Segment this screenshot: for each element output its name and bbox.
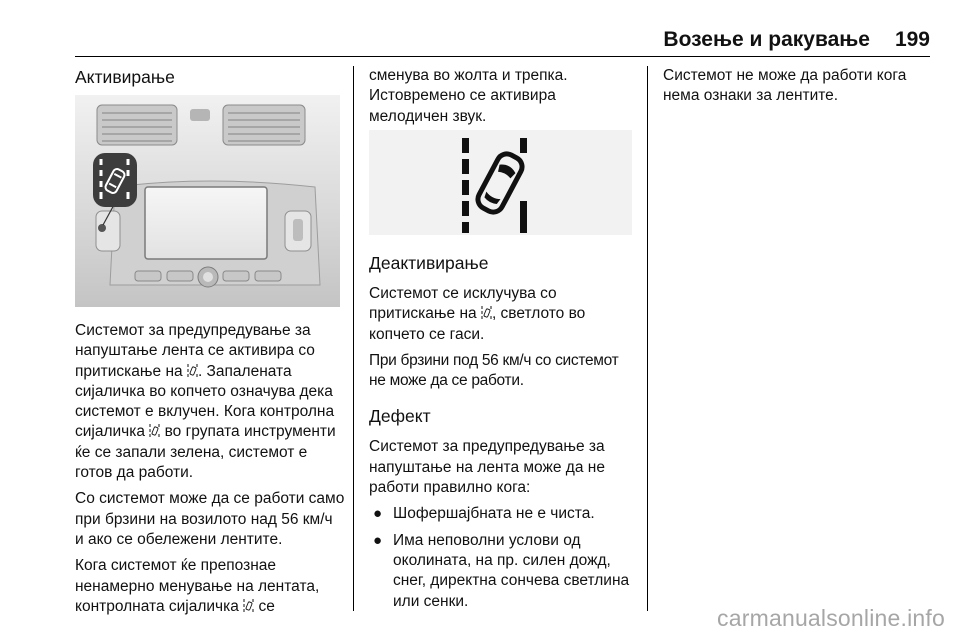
column-3 xyxy=(663,66,931,113)
page-number: 199 xyxy=(894,28,930,51)
bullet-icon: ● xyxy=(373,505,383,523)
column-2-body xyxy=(369,252,635,618)
dashboard-figure xyxy=(75,95,340,307)
no-markings-paragraph: Системот не може да работи кога нема ознаки за лентите. xyxy=(663,67,907,105)
running-header: Возење и ракување xyxy=(663,28,870,51)
lane-departure-icon xyxy=(481,306,492,319)
fault-conditions-list xyxy=(369,504,635,611)
column-divider-1 xyxy=(353,66,354,611)
lane-departure-icon xyxy=(149,424,160,437)
watermark: carmanualsonline.info xyxy=(717,605,945,631)
lane-departure-symbol xyxy=(369,130,632,235)
list-item: ● Шофершајбната не е чиста. xyxy=(369,504,635,524)
activation-paragraph-3: Кога системот ќе препознае ненамерно менување на лентата, контролната сијаличка се xyxy=(75,557,320,615)
column-1-body xyxy=(75,321,345,623)
column-1 xyxy=(75,66,341,98)
lane-symbol-figure xyxy=(369,130,632,235)
list-item: ● Има неповолни услови од околината, на пр. силен дожд, снег, директна сончева светлина или сенки. xyxy=(373,531,630,610)
column-divider-2 xyxy=(647,66,648,611)
lane-departure-icon xyxy=(243,599,254,612)
dashboard-button-photo xyxy=(75,95,340,307)
lane-departure-icon xyxy=(187,364,198,377)
warning-paragraph: сменува во жолта и трепка. Истовремено се активира мелодичен звук. xyxy=(369,67,568,125)
column-2-top xyxy=(369,66,631,133)
section-heading-deactivation: Деактивирање xyxy=(369,253,489,273)
activation-paragraph-1: Системот за предупредување за напуштање лента се активира со притискање на . Запалената сијаличка во копчето означува дека системот е вклучен. Кога контролна сијаличка во групата инструменти ќе се запали зелена, системот е готов да работи. xyxy=(75,322,336,482)
header-rule xyxy=(75,56,930,57)
activation-paragraph-2: Со системот може да се работи само при брзини на возилото над 56 км/ч и ако се обележени лентите. xyxy=(75,490,345,548)
section-heading-activation: Активирање xyxy=(75,67,175,87)
section-heading-fault: Дефект xyxy=(369,406,431,427)
bullet-icon: ● xyxy=(373,531,383,549)
deactivation-paragraph-2: При брзини под 56 км/ч со системот не може да се работи. xyxy=(369,351,619,390)
deactivation-paragraph-1: Системот се исклучува со притискање на , светлото во копчето се гаси. xyxy=(369,285,586,343)
fault-paragraph: Системот за предупредување за напуштање на лента може да не работи правилно кога: xyxy=(369,438,605,497)
